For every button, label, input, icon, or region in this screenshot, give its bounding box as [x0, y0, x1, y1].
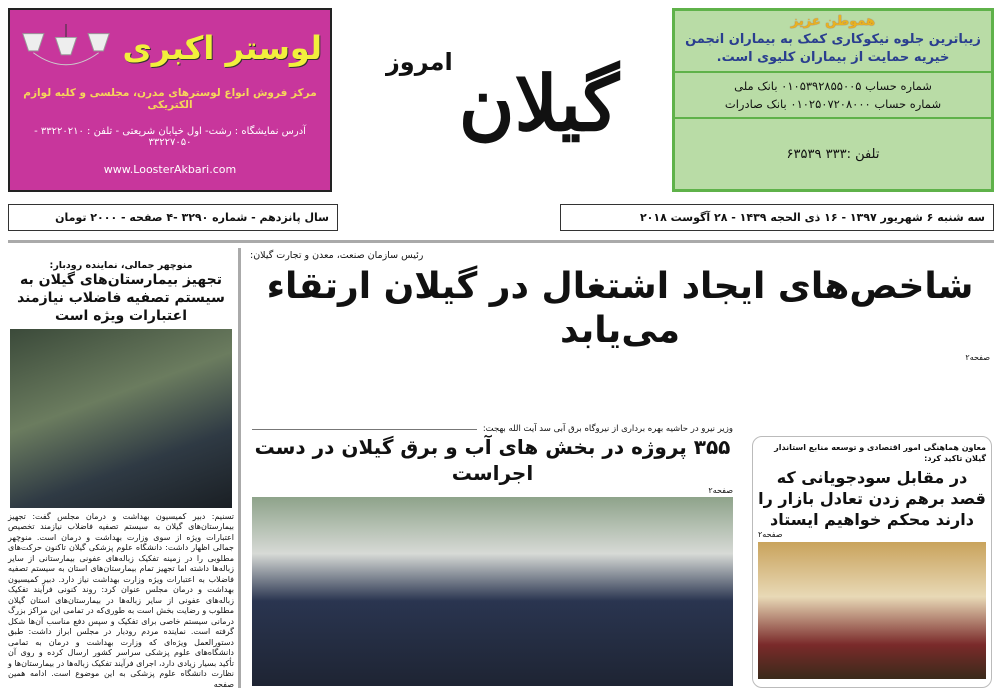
account-saderat: شماره حساب ۰۱۰۲۵۰۷۲۰۸۰۰۰ بانک صادرات	[724, 97, 942, 111]
logo-text: گیلان	[458, 58, 620, 148]
second-story-photo	[252, 497, 733, 686]
right-story	[752, 436, 992, 688]
main-story-headline[interactable]: شاخص‌های ایجاد اشتغال در گیلان ارتقاء می‌یابد	[266, 266, 974, 351]
account-melli: شماره حساب ۰۱۰۵۳۹۲۸۵۵۰۰۵ بانک ملی	[734, 79, 932, 93]
second-story-headline[interactable]: ۳۵۵ پروژه در بخش های آب و برق گیلان در دست اجراست	[254, 435, 731, 485]
charity-phone: تلفن :۳۳۳ ۶۳۵۳۹	[786, 146, 880, 162]
right-story-kicker: معاون هماهنگی امور اقتصادی و توسعه منابع استاندار گیلان تاکید کرد:	[774, 443, 986, 463]
kicker-line	[252, 429, 477, 430]
left-story-text: تسنیم: دبیر کمیسیون بهداشت و درمان مجلس گفت: تجهیز بیمارستان‌های گیلان به سیستم تصفیه فاضلاب نیازمند تخصیص اعتبارات ویژه از سوی وزارت بهداشت و درمان است. منوچهر جمالی اظهار داشت: دانشگاه علوم پزشکی گیلان تاکنون حرکت‌های مطلوبی را در زمینه تفکیک زباله‌های عفونی بیمارستانی از سایر زباله‌ها داشته اما تجهیز تمام بیمارستان‌های استان به سیستم تصفیه فاضلاب به اعتبارات ویژه وزارت بهداشت نیاز دارد. دبیر کمیسیون بهداشت و درمان مجلس عنوان کرد: روند کنونی فرآیند تفکیک زباله‌های عفونی از سایر زباله‌ها در بیمارستان‌های استان گیلان مطلوب و رضایت بخش است به طوری‌که در تمامی این مراکز بزرگ درمانی سیستم خاصی برای تفکیک و سپس دفع مناسب آن‌ها شکل گرفته است. نماینده مردم رودبار در مجلس ابراز داشت: طبق دستورالعمل ویژه‌ای که وزارت بهداشت و درمان به تمامی دانشگاه‌های علوم پزشکی سراسر کشور ارسال کرده و روی آن تأکید بسیار زیادی دارد، اجرای فرآیند تفکیک زباله‌ها در بیمارستان‌ها و نظارت دانشگاه علوم پزشکی به این موضوع است.	[8, 511, 234, 678]
left-story-headline[interactable]: تجهیز بیمارستان‌های گیلان به سیستم تصفیه فاضلاب نیازمند اعتبارات ویژه است	[17, 272, 225, 324]
ad-brand-row	[18, 24, 322, 72]
main-story	[250, 250, 990, 420]
left-story-kicker: منوچهر جمالی، نماینده رودبار:	[49, 260, 193, 271]
continued-label: ادامه همین صفحه	[8, 669, 234, 689]
charity-accounts	[675, 73, 991, 119]
ad-tagline: مرکز فروش انواع لوسترهای مدرن، مجلسی و کلیه لوازم الکتریکی	[23, 86, 317, 111]
second-story	[252, 424, 733, 686]
masthead-logo	[345, 8, 660, 198]
ad-address: آدرس نمایشگاه : رشت- اول خیابان شریعتی - تلفن : ۳۳۲۲۰۲۱۰ - ۳۳۲۲۷۰۵۰	[34, 126, 306, 149]
divider	[8, 240, 994, 243]
charity-message: زیباترین جلوه نیکوکاری کمک به بیماران انجمن خیریه حمایت از بیماران کلیوی است.	[685, 32, 981, 65]
chandelier-icon	[18, 24, 114, 72]
date-info: سه شنبه ۶ شهریور ۱۳۹۷ - ۱۶ ذی الحجه ۱۴۳۹ - ۲۸ آگوست ۲۰۱۸	[560, 204, 994, 231]
advertisement-chandelier	[8, 8, 332, 192]
left-story-body	[8, 512, 234, 691]
charity-title: هموطن عزیز	[790, 14, 876, 29]
left-story-header	[8, 260, 234, 325]
left-story-photo	[10, 329, 232, 508]
logo-subtitle: امروز	[385, 48, 453, 76]
ad-brand: لوستر اکبری	[122, 28, 322, 67]
main-story-kicker: رئیس سازمان صنعت، معدن و تجارت گیلان:	[250, 250, 424, 261]
right-story-headline[interactable]: در مقابل سودجویانی که قصد برهم زدن تعادل بازار را دارند محکم خواهیم ایستاد	[758, 468, 986, 529]
issue-info: سال پانزدهم - شماره ۳۲۹۰ -۴ صفحه - ۲۰۰۰ تومان	[8, 204, 338, 231]
column-divider	[238, 248, 241, 688]
left-story	[8, 260, 234, 690]
right-story-page: صفحه۲	[758, 530, 783, 539]
second-story-kicker	[252, 424, 733, 434]
main-story-page: صفحه۲	[965, 353, 990, 362]
advertisement-charity	[672, 8, 994, 192]
kicker-text: وزیر نیرو در حاشیه بهره برداری از نیروگاه برق آبی سد آیت الله بهجت:	[482, 424, 733, 434]
right-story-photo	[758, 542, 986, 679]
second-story-page: صفحه۲	[708, 486, 733, 495]
ad-url[interactable]: www.LoosterAkbari.com	[103, 163, 237, 177]
charity-header	[675, 11, 991, 73]
